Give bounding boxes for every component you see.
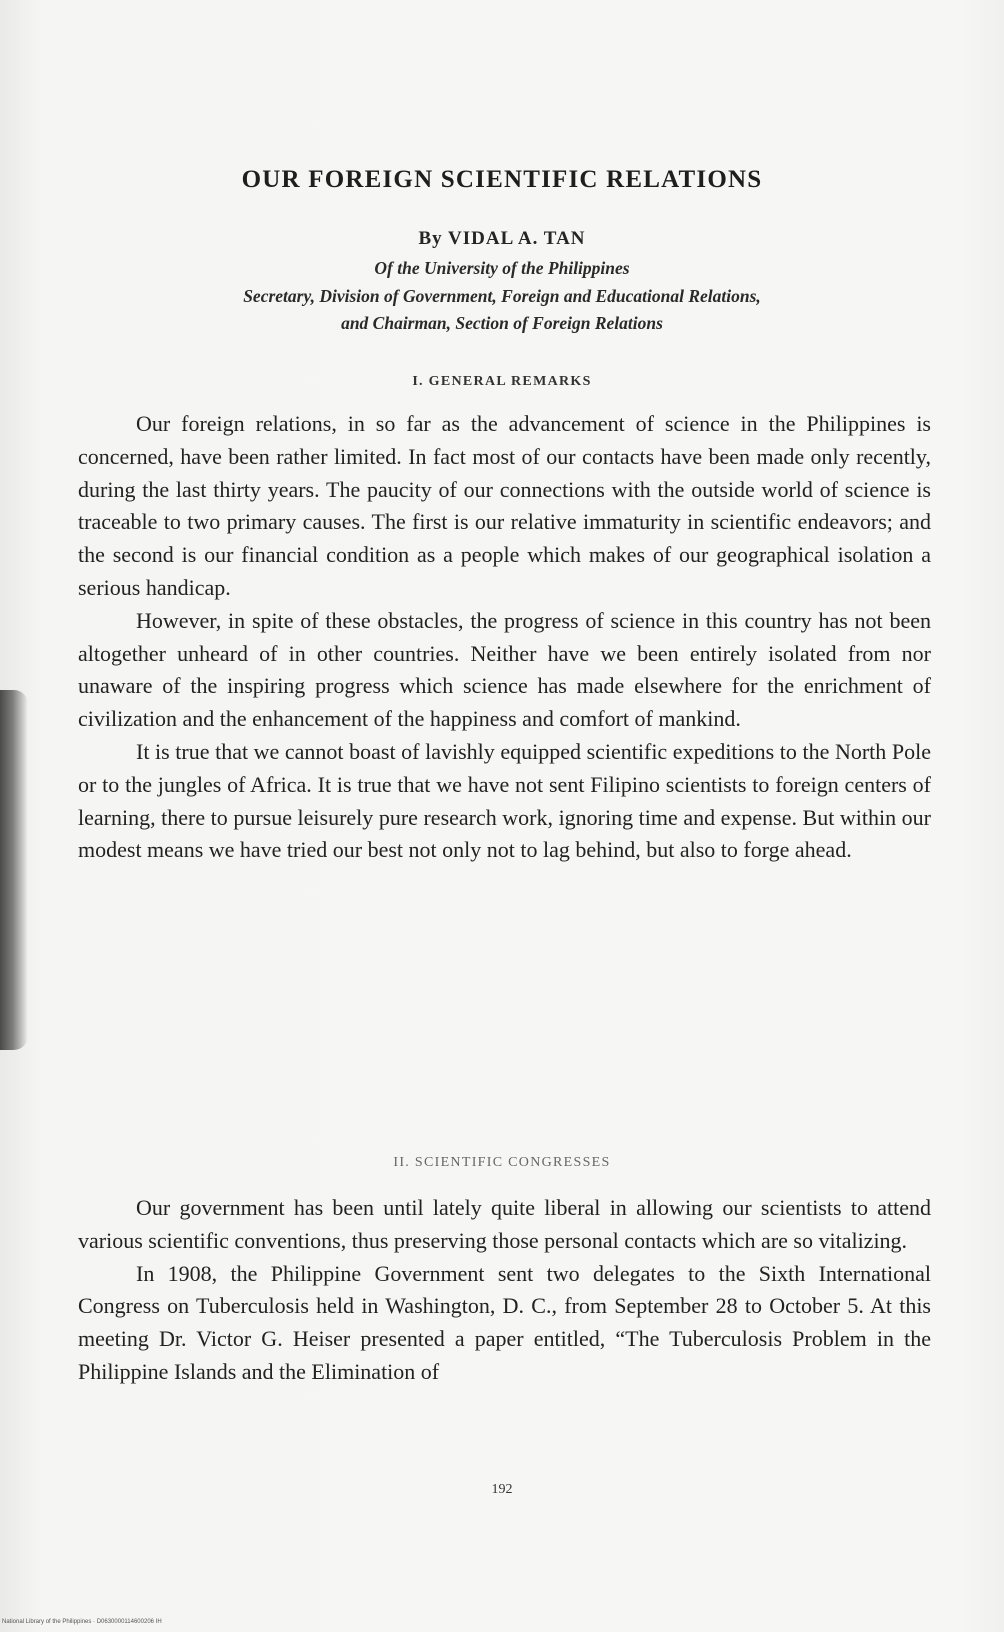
article-title: OUR FOREIGN SCIENTIFIC RELATIONS bbox=[241, 166, 763, 193]
section-heading-scientific-congresses: II. SCIENTIFIC CONGRESSES bbox=[393, 1155, 611, 1170]
article-byline: By VIDAL A. TAN bbox=[418, 228, 586, 249]
section-body-scientific-congresses bbox=[78, 1192, 931, 1389]
author-affiliation-2: Secretary, Division of Government, Foreign and Educational Relations, bbox=[243, 286, 761, 306]
paragraph: However, in spite of these obstacles, the progress of science in this country has not been altogether unheard of in other countries. Neither have we been entirely isolated from nor unaware of the inspiring progress which science has made elsewhere for the enrichment of civilization and the enhancement of the happiness and comfort of mankind. bbox=[78, 607, 931, 732]
author-affiliation-1: Of the University of the Philippines bbox=[374, 258, 630, 278]
paragraph: It is true that we cannot boast of lavishly equipped scientific expeditions to the North Pole or to the jungles of Africa. It is true that we have not sent Filipino scientists to foreign centers of learning, there to pursue leisurely pure research work, ignoring time and expense. But within our modest means we have tried our best not only not to lag behind, but also to forge ahead. bbox=[78, 738, 931, 863]
page-number: 192 bbox=[491, 1482, 513, 1497]
section-body-general-remarks bbox=[78, 408, 931, 867]
paragraph: Our government has been until lately quite liberal in allowing our scientists to attend various scientific conventions, thus preserving those personal contacts which are so vitalizing. bbox=[78, 1195, 931, 1253]
paragraph: In 1908, the Philippine Government sent two delegates to the Sixth International Congress on Tuberculosis held in Washington, D. C., from September 28 to October 5. At this meeting Dr. Victor G. Heiser presented a paper entitled, “The Tuberculosis Problem in the Philippine Islands and the Elimination of bbox=[78, 1260, 931, 1384]
section-heading-general-remarks: I. GENERAL REMARKS bbox=[412, 374, 592, 389]
scan-footer-note: National Library of the Philippines · D0630000114600206 IH bbox=[2, 1619, 162, 1625]
paragraph: Our foreign relations, in so far as the advancement of science in the Philippines is concerned, have been rather limited. In fact most of our contacts have been made only recently, during the last thirty years. The paucity of our connections with the outside world of science is traceable to two primary causes. The first is our relative immaturity in scientific endeavors; and the second is our financial condition as a people which makes of our geographical isolation a serious handicap. bbox=[78, 411, 931, 600]
author-affiliation-3: and Chairman, Section of Foreign Relations bbox=[341, 313, 663, 333]
scan-edge-shadow bbox=[0, 690, 28, 1050]
